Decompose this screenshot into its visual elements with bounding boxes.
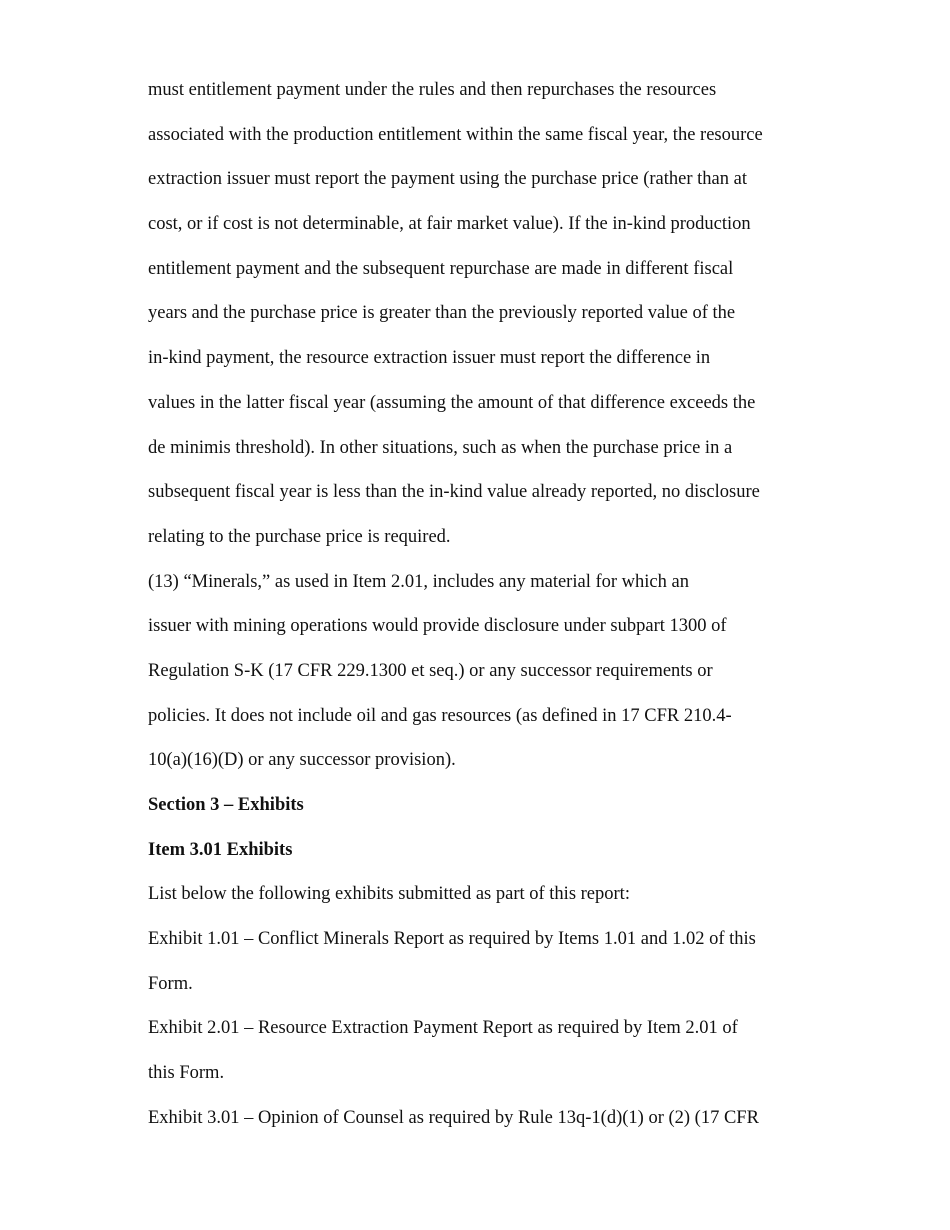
- text-line: de minimis threshold). In other situations, such as when the purchase price in a: [148, 437, 733, 458]
- text-line: Form.: [148, 973, 193, 994]
- text-line: in-kind payment, the resource extraction issuer must report the difference in: [148, 348, 711, 369]
- text-line: relating to the purchase price is required.: [148, 526, 451, 547]
- text-line: entitlement payment and the subsequent repurchase are made in different fiscal: [148, 258, 734, 279]
- text-line: cost, or if cost is not determinable, at fair market value). If the in-kind production: [148, 214, 751, 235]
- text-line: issuer with mining operations would provide disclosure under subpart 1300 of: [148, 616, 727, 637]
- text-line: (13) “Minerals,” as used in Item 2.01, includes any material for which an: [148, 571, 689, 592]
- paragraph-purchase-price: [148, 68, 788, 560]
- text-line: Exhibit 1.01 – Conflict Minerals Report as required by Items 1.01 and 1.02 of this: [148, 929, 756, 950]
- text-line: associated with the production entitlement within the same fiscal year, the resource: [148, 124, 763, 145]
- paragraph-minerals-definition: [148, 560, 788, 783]
- text-line: must entitlement payment under the rules and then repurchases the resources: [148, 80, 717, 100]
- document-page: [148, 68, 788, 1141]
- section-heading: Section 3 – Exhibits: [148, 795, 304, 815]
- exhibit-1-01: [148, 917, 788, 1006]
- text-line: 10(a)(16)(D) or any successor provision).: [148, 750, 456, 771]
- text-line: Exhibit 2.01 – Resource Extraction Payment Report as required by Item 2.01 of: [148, 1018, 738, 1039]
- text-line: subsequent fiscal year is less than the in-kind value already reported, no disclosure: [148, 482, 760, 503]
- text-line: values in the latter fiscal year (assuming the amount of that difference exceeds the: [148, 392, 756, 413]
- exhibit-2-01: [148, 1006, 788, 1095]
- exhibits-intro: List below the following exhibits submitted as part of this report:: [148, 884, 630, 905]
- text-line: policies. It does not include oil and gas resources (as defined in 17 CFR 210.4-: [148, 705, 732, 726]
- item-heading: Item 3.01 Exhibits: [148, 839, 293, 860]
- text-line: extraction issuer must report the payment using the purchase price (rather than at: [148, 169, 747, 190]
- text-line: Regulation S-K (17 CFR 229.1300 et seq.) or any successor requirements or: [148, 660, 713, 681]
- exhibit-3-01: [148, 1096, 788, 1141]
- text-line: years and the purchase price is greater than the previously reported value of the: [148, 303, 736, 324]
- text-line: Exhibit 3.01 – Opinion of Counsel as required by Rule 13q-1(d)(1) or (2) (17 CFR: [148, 1107, 759, 1128]
- text-line: this Form.: [148, 1063, 225, 1084]
